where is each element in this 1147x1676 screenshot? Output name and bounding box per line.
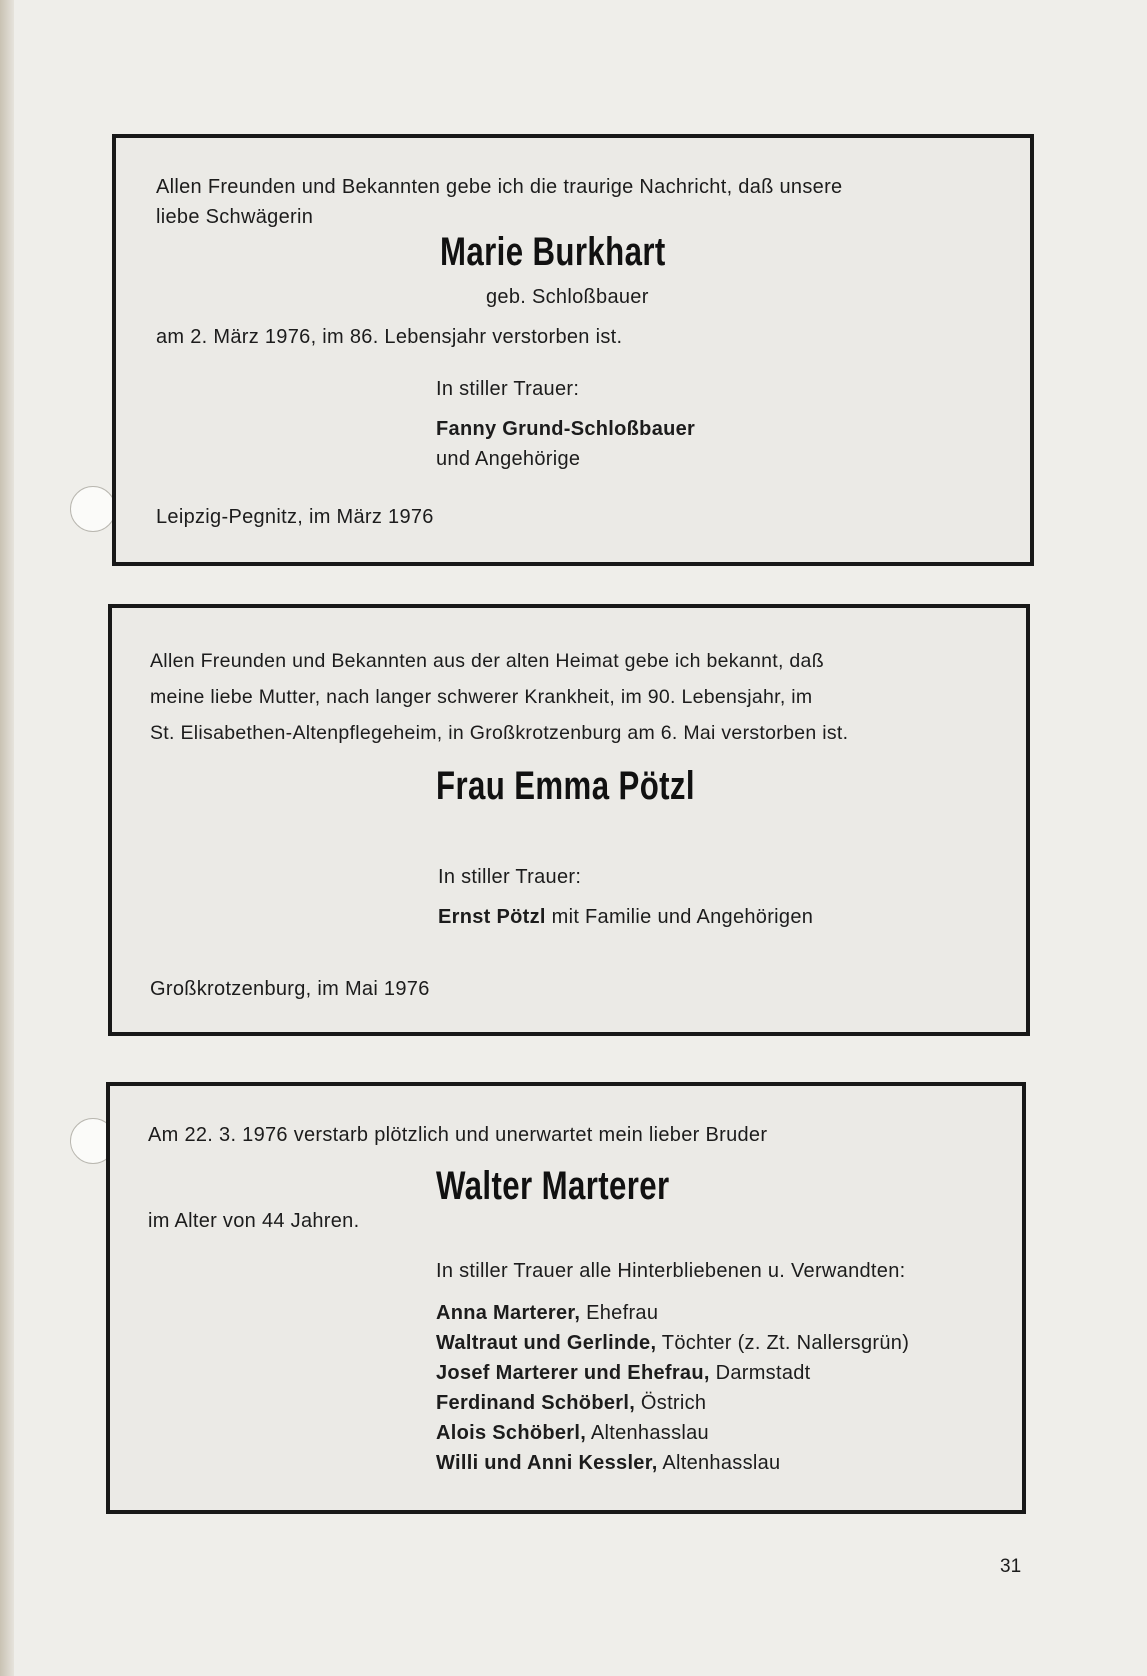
mourner-detail: Töchter (z. Zt. Nallersgrün): [656, 1332, 910, 1354]
mourner-entry: [436, 1332, 909, 1355]
mourner-detail: Altenhasslau: [657, 1452, 781, 1474]
mourner-detail: Östrich: [635, 1392, 707, 1414]
mourner-name: Ernst Pötzl: [438, 906, 546, 928]
place-date: Leipzig-Pegnitz, im März 1976: [156, 506, 434, 528]
deceased-name: Frau Emma Pötzl: [436, 764, 695, 808]
mourner-name: Ferdinand Schöberl,: [436, 1392, 636, 1414]
notice-intro-line: meine liebe Mutter, nach langer schwerer Krankheit, im 90. Lebensjahr, im: [150, 686, 813, 708]
mourner-name: Alois Schöberl,: [436, 1422, 587, 1444]
place-date: Großkrotzenburg, im Mai 1976: [150, 978, 430, 1000]
notice-intro-line: Allen Freunden und Bekannten aus der alten Heimat gebe ich bekannt, daß: [150, 650, 824, 672]
mourner-name: Waltraut und Gerlinde,: [436, 1332, 657, 1354]
mourning-label: In stiller Trauer:: [436, 378, 580, 400]
page-edge: [0, 0, 14, 1676]
death-details: am 2. März 1976, im 86. Lebensjahr verstorben ist.: [156, 326, 623, 348]
mourner-detail: und Angehörige: [436, 448, 581, 470]
notice-intro-line: St. Elisabethen-Altenpflegeheim, in Großkrotzenburg am 6. Mai verstorben ist.: [150, 722, 849, 744]
mourner-entry: [436, 1422, 709, 1445]
mourner-name: Fanny Grund-Schloßbauer: [436, 418, 696, 440]
mourner-detail: mit Familie und Angehörigen: [545, 906, 814, 928]
mourning-label: In stiller Trauer alle Hinterbliebenen u. Verwandten:: [436, 1260, 906, 1282]
page-number: 31: [1000, 1556, 1022, 1577]
mourner-entry: [436, 418, 695, 441]
mourner-detail: Altenhasslau: [586, 1422, 709, 1444]
notice-intro-line: Allen Freunden und Bekannten gebe ich die traurige Nachricht, daß unsere: [156, 176, 843, 198]
deceased-name: Walter Marterer: [436, 1164, 670, 1208]
mourner-name: Willi und Anni Kessler,: [436, 1452, 658, 1474]
maiden-name: geb. Schloßbauer: [486, 286, 649, 308]
deceased-name: Marie Burkhart: [440, 230, 666, 274]
punch-hole-top: [70, 486, 116, 532]
obituary-notice-poetzl: [108, 604, 1030, 1036]
mourning-label: In stiller Trauer:: [438, 866, 582, 888]
mourner-entry: [438, 906, 813, 929]
mourner-entry: [436, 1362, 811, 1385]
mourner-entry: [436, 448, 580, 471]
notice-intro-line: liebe Schwägerin: [156, 206, 314, 228]
obituary-notice-marterer: [106, 1082, 1026, 1514]
mourner-entry: [436, 1392, 706, 1415]
mourner-entry: [436, 1452, 780, 1475]
mourner-entry: [436, 1302, 658, 1325]
notice-intro-line: Am 22. 3. 1976 verstarb plötzlich und unerwartet mein lieber Bruder: [148, 1124, 768, 1146]
mourner-name: Josef Marterer und Ehefrau,: [436, 1362, 710, 1384]
mourner-detail: Darmstadt: [709, 1362, 811, 1384]
mourner-name: Anna Marterer,: [436, 1302, 581, 1324]
mourner-detail: Ehefrau: [580, 1302, 659, 1324]
age-line: im Alter von 44 Jahren.: [148, 1210, 360, 1232]
obituary-notice-burkhart: [112, 134, 1034, 566]
